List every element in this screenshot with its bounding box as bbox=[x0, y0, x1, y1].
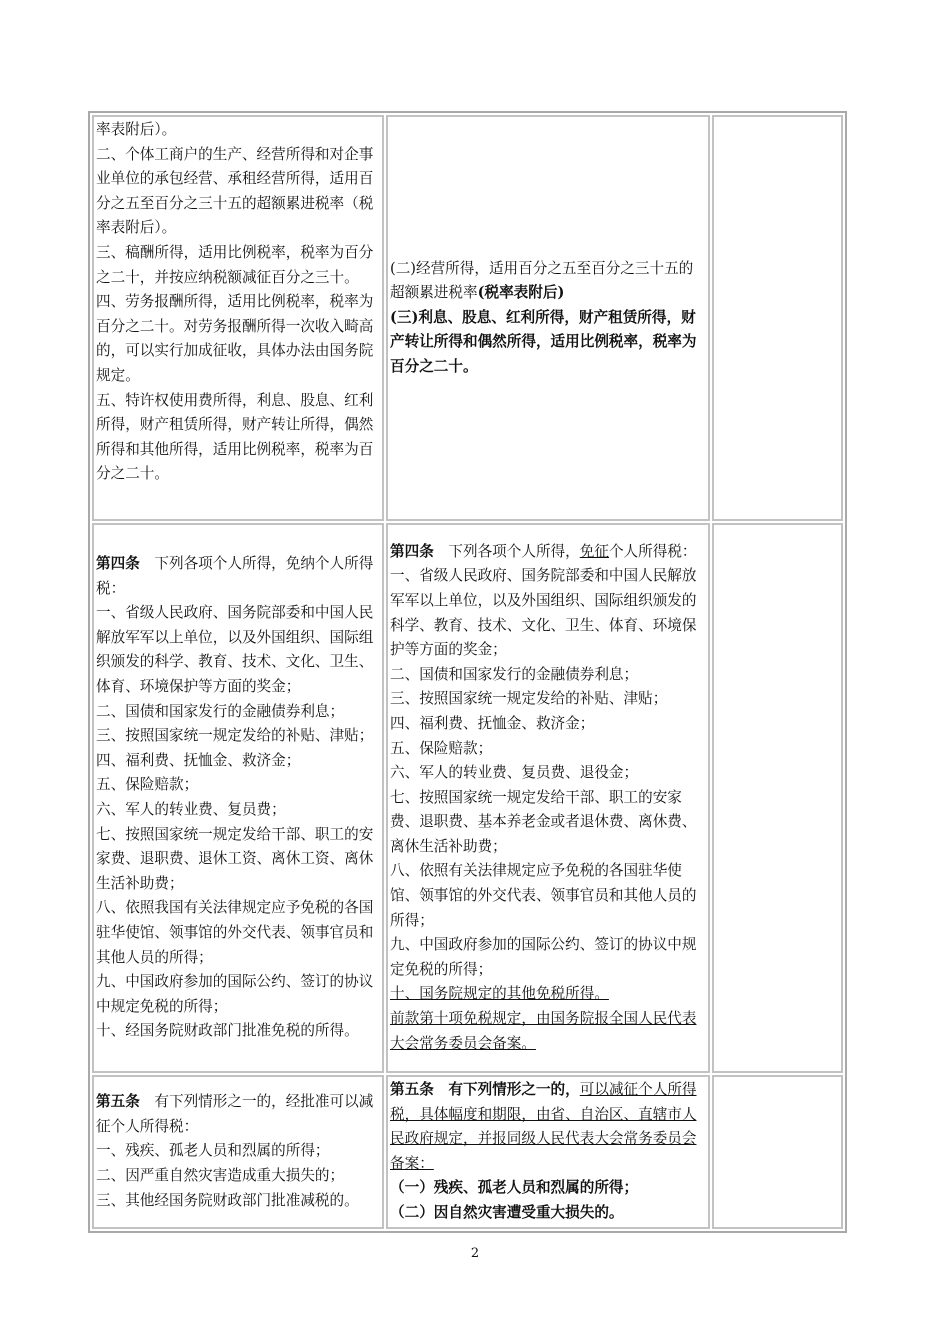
text-run: 七、按照国家统一规定发给干部、职工的安家费、退职费、退休工资、离休工资、离休生活补助费； bbox=[96, 825, 374, 892]
paragraph bbox=[96, 389, 380, 487]
text-run: 九、中国政府参加的国际公约、签订的协议中规定免税的所得； bbox=[96, 973, 374, 1015]
text-run: 第四条 bbox=[390, 542, 434, 560]
paragraph bbox=[96, 118, 380, 143]
paragraph bbox=[96, 552, 380, 601]
text-run: 二、国债和国家发行的金融债券利息； bbox=[390, 665, 639, 683]
text-run: 五、保险赔款； bbox=[390, 739, 493, 757]
paragraph bbox=[96, 290, 380, 388]
text-run: 一、残疾、孤老人员和烈属的所得； bbox=[96, 1142, 330, 1160]
text-run: 三、稿酬所得，适用比例税率，税率为百分之二十，并按应纳税额减征百分之三十。 bbox=[96, 243, 374, 286]
comparison-table bbox=[88, 111, 847, 1233]
revised-text-cell bbox=[386, 115, 710, 521]
text-run: (税率表附后) bbox=[477, 284, 565, 302]
page-number: 2 bbox=[470, 1246, 480, 1261]
text-run: 下列各项个人所得，免纳个人所得税： bbox=[96, 555, 374, 597]
note-cell bbox=[712, 523, 843, 1073]
text-run: 三、其他经国务院财政部门批准减税的。 bbox=[96, 1191, 359, 1209]
paragraph bbox=[390, 306, 706, 380]
text-run: （二）因自然灾害遭受重大损失的。 bbox=[390, 1203, 624, 1221]
paragraph bbox=[390, 564, 706, 662]
text-run: 四、劳务报酬所得，适用比例税率，税率为百分之二十。对劳务报酬所得一次收入畸高的，可以实行加成征收，具体办法由国务院规定。 bbox=[96, 293, 374, 384]
revised-text-cell bbox=[386, 523, 710, 1073]
text-run: 二、个体工商户的生产、经营所得和对企事业单位的承包经营、承租经营所得，适用百分之五至百分之三十五的超额累进税率（税率表附后）。 bbox=[96, 145, 374, 237]
text-run: 五、保险赔款； bbox=[96, 776, 199, 794]
text-run: 九、中国政府参加的国际公约、签订的协议中规定免税的所得； bbox=[390, 936, 697, 978]
text-run: 八、依照有关法律规定应予免税的各国驻华使馆、领事馆的外交代表、领事官员和其他人员的所得； bbox=[390, 862, 697, 929]
text-run: 个人所得税： bbox=[608, 542, 697, 560]
text-run: 免征 bbox=[579, 542, 609, 560]
revised-text-cell bbox=[386, 1075, 710, 1229]
original-text-cell bbox=[92, 523, 384, 1073]
text-run: 前款第十项免税规定，由国务院报全国人民代表大会常务委员会备案。 bbox=[390, 1010, 697, 1052]
paragraph bbox=[96, 1139, 380, 1164]
text-run: (三)利息、股息、红利所得，财产租赁所得，财产转让所得和偶然所得，适用比例税率，税率为百分之二十。 bbox=[390, 308, 697, 375]
text-run: 一、省级人民政府、国务院部委和中国人民解放军军以上单位，以及外国组织、国际组织颁发的科学、教育、技术、文化、卫生、体育、环境保护等方面的奖金； bbox=[96, 604, 374, 696]
text-run: 四、福利费、抚恤金、救济金； bbox=[96, 751, 301, 769]
paragraph bbox=[96, 823, 380, 897]
text-run: 二、因严重自然灾害造成重大损失的； bbox=[96, 1167, 345, 1185]
text-run: 七、按照国家统一规定发给干部、职工的安家费、退职费、基本养老金或者退休费、离休费、离休生活补助费； bbox=[390, 788, 697, 855]
text-run: 十、经国务院财政部门批准免税的所得。 bbox=[96, 1022, 359, 1040]
paragraph bbox=[390, 933, 706, 982]
text-run: 八、依照我国有关法律规定应予免税的各国驻华使馆、领事馆的外交代表、领事官员和其他人员的所得； bbox=[96, 899, 374, 966]
text-run: 一、省级人民政府、国务院部委和中国人民解放军军以上单位，以及外国组织、国际组织颁发的科学、教育、技术、文化、卫生、体育、环境保护等方面的奖金； bbox=[390, 567, 697, 659]
paragraph bbox=[96, 1090, 380, 1139]
paragraph bbox=[390, 687, 706, 712]
paragraph bbox=[390, 982, 706, 1007]
paragraph bbox=[390, 1078, 706, 1176]
text-run: (二)经营所得，适用百分之五至百分之三十五的超额累进税率 bbox=[390, 259, 694, 302]
paragraph bbox=[390, 859, 706, 933]
paragraph bbox=[96, 1164, 380, 1189]
note-cell bbox=[712, 115, 843, 521]
paragraph bbox=[96, 798, 380, 823]
text-run: 五、特许权使用费所得，利息、股息、红利所得，财产租赁所得，财产转让所得，偶然所得和其他所得，适用比例税率，税率为百分之二十。 bbox=[96, 391, 374, 483]
original-text-cell bbox=[92, 115, 384, 521]
text-run: （一）残疾、孤老人员和烈属的所得； bbox=[390, 1179, 639, 1197]
paragraph bbox=[96, 143, 380, 241]
text-run: 六、军人的转业费、复员费、退役金； bbox=[390, 764, 639, 782]
paragraph bbox=[96, 700, 380, 725]
text-run: 四、福利费、抚恤金、救济金； bbox=[390, 714, 595, 732]
paragraph bbox=[96, 241, 380, 290]
text-run: 第五条 bbox=[96, 1093, 140, 1111]
text-run: 二、国债和国家发行的金融债券利息； bbox=[96, 702, 345, 720]
paragraph bbox=[390, 663, 706, 688]
paragraph bbox=[96, 896, 380, 970]
text-run: 有下列情形之一的， bbox=[433, 1081, 580, 1098]
paragraph bbox=[390, 737, 706, 762]
paragraph bbox=[390, 712, 706, 737]
text-run: 有下列情形之一的，经批准可以减征个人所得税： bbox=[96, 1093, 374, 1135]
paragraph bbox=[390, 257, 706, 306]
text-run: 六、军人的转业费、复员费； bbox=[96, 801, 286, 818]
text-run: 三、按照国家统一规定发给的补贴、津贴； bbox=[96, 727, 374, 745]
paragraph bbox=[96, 773, 380, 798]
paragraph bbox=[96, 970, 380, 1019]
text-run: 三、按照国家统一规定发给的补贴、津贴； bbox=[390, 690, 668, 708]
paragraph bbox=[390, 761, 706, 786]
paragraph bbox=[390, 540, 706, 565]
note-cell bbox=[712, 1075, 843, 1229]
paragraph bbox=[390, 1176, 706, 1201]
paragraph bbox=[96, 749, 380, 774]
text-run: 可以减征个人所得税，具体幅度和期限，由省、自治区、直辖市人民政府规定，并报同级人民代表大会常务委员会备案： bbox=[390, 1081, 697, 1172]
table-row bbox=[92, 1075, 843, 1229]
original-text-cell bbox=[92, 1075, 384, 1229]
table-body bbox=[92, 115, 843, 1229]
paragraph bbox=[390, 786, 706, 860]
text-run: 下列各项个人所得， bbox=[433, 542, 580, 560]
table-row bbox=[92, 523, 843, 1073]
text-run: 第五条 bbox=[390, 1081, 434, 1098]
paragraph bbox=[390, 1201, 706, 1226]
text-run: 十、国务院规定的其他免税所得。 bbox=[390, 985, 609, 1003]
text-run: 第四条 bbox=[96, 555, 140, 573]
paragraph bbox=[96, 1019, 380, 1044]
paragraph bbox=[390, 1007, 706, 1056]
paragraph bbox=[96, 601, 380, 699]
paragraph bbox=[96, 724, 380, 749]
table-row bbox=[92, 115, 843, 521]
text-run: 率表附后）。 bbox=[96, 121, 177, 138]
paragraph bbox=[96, 1189, 380, 1214]
